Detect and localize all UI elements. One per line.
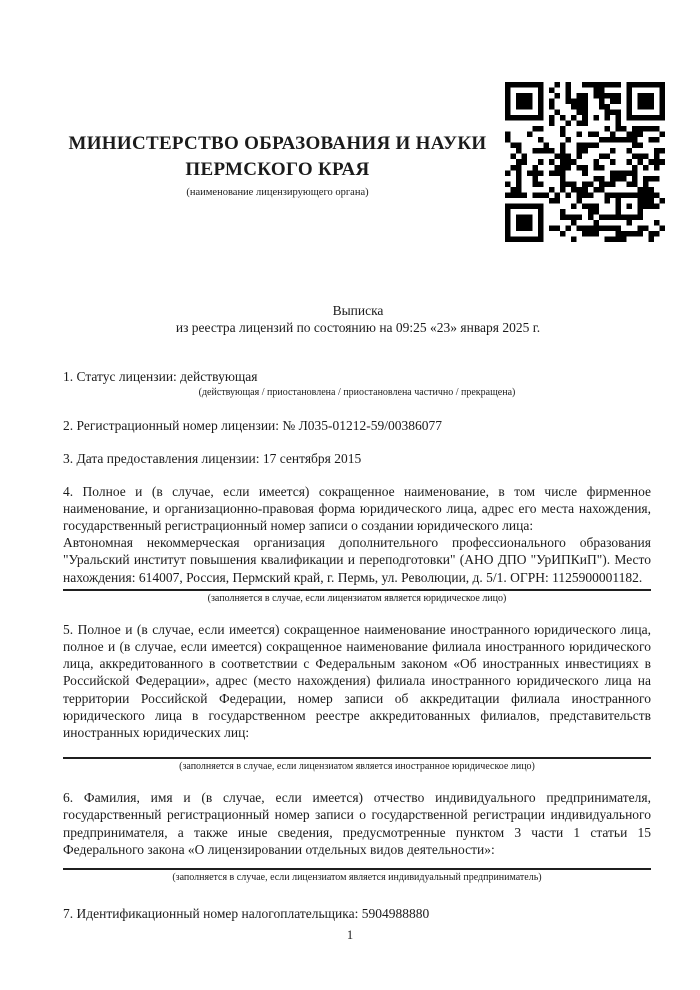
document-title — [63, 302, 653, 336]
field-registration-number: 2. Регистрационный номер лицензии: № Л035-01212-59/00386077 — [63, 418, 443, 434]
field-taxpayer-number: 7. Идентификационный номер налогоплательщика: 5904988880 — [63, 906, 430, 922]
field-license-status-note: (действующая / приостановлена / приостановлена частично / прекращена) — [198, 387, 516, 399]
field-license-date: 3. Дата предоставления лицензии: 17 сентября 2015 — [63, 451, 362, 467]
document-body — [63, 368, 651, 922]
ministry-name-line1: МИНИСТЕРСТВО ОБРАЗОВАНИЯ И НАУКИ — [68, 133, 487, 154]
document-header — [55, 131, 500, 198]
field-foreign-entity-label: 5. Полное и (в случае, если имеется) сокращенное наименование иностранного юридического лица, полное и (в случае, если имеется) сокращенное наименование филиала иностранного юридического лица, аккредитованного в соответствии с Федеральным законом «Об иностранных инвестициях в Российской Федерации», адрес (место нахождения) филиала иностранного юридического лица на территории Российской Федерации, номер записи об аккредитации филиала иностранного юридического лица в государственном реестре аккредитованных филиалов, представительств иностранных юридических лиц: — [63, 621, 651, 741]
licensing-authority-caption: (наименование лицензирующего органа) — [186, 187, 369, 198]
document-title-line1: Выписка — [332, 303, 384, 318]
qr-code-icon — [505, 80, 665, 244]
field-entrepreneur-label: 6. Фамилия, имя и (в случае, если имеется) отчество индивидуального предпринимателя, государственный регистрационный номер записи о государственной регистрации индивидуального предпринимателя, а также иные сведения, предусмотренные пунктом 3 части 1 статьи 15 Федерального закона «О лицензировании отдельных видов деятельности»: — [63, 790, 651, 857]
field-entrepreneur-note: (заполняется в случае, если лицензиатом является индивидуальный предприниматель) — [172, 872, 542, 884]
field-license-status: 1. Статус лицензии: действующая — [63, 369, 258, 384]
fill-line-entrepreneur — [63, 868, 651, 870]
page-number: 1 — [346, 928, 354, 942]
field-legal-entity-value: Автономная некоммерческая организация дополнительного профессионального образования "Уральский институт повышения квалификации и переподготовки" (АНО ДПО "УрИПКиП"). Место нахождения: 614007, Россия, Пермский край, г. Пермь, ул. Революции, д. 5/1. ОГРН: 1125900001182. — [63, 535, 651, 585]
licensing-authority-name — [55, 131, 500, 183]
field-foreign-entity-note: (заполняется в случае, если лицензиатом является иностранное юридическое лицо) — [179, 761, 535, 773]
fill-line-foreign-entity — [63, 757, 651, 759]
fill-line-legal-entity — [63, 589, 651, 591]
ministry-name-line2: ПЕРМСКОГО КРАЯ — [185, 159, 370, 180]
document-title-line2: из реестра лицензий по состоянию на 09:25 «23» января 2025 г. — [175, 320, 541, 335]
field-legal-entity-label: 4. Полное и (в случае, если имеется) сокращенное наименование, в том числе фирменное наименование, и организационно-правовая форма юридического лица, адрес его места нахождения, государственный регистрационный номер записи о создании юридического лица: — [63, 483, 651, 534]
field-legal-entity-note: (заполняется в случае, если лицензиатом является юридическое лицо) — [207, 592, 507, 604]
